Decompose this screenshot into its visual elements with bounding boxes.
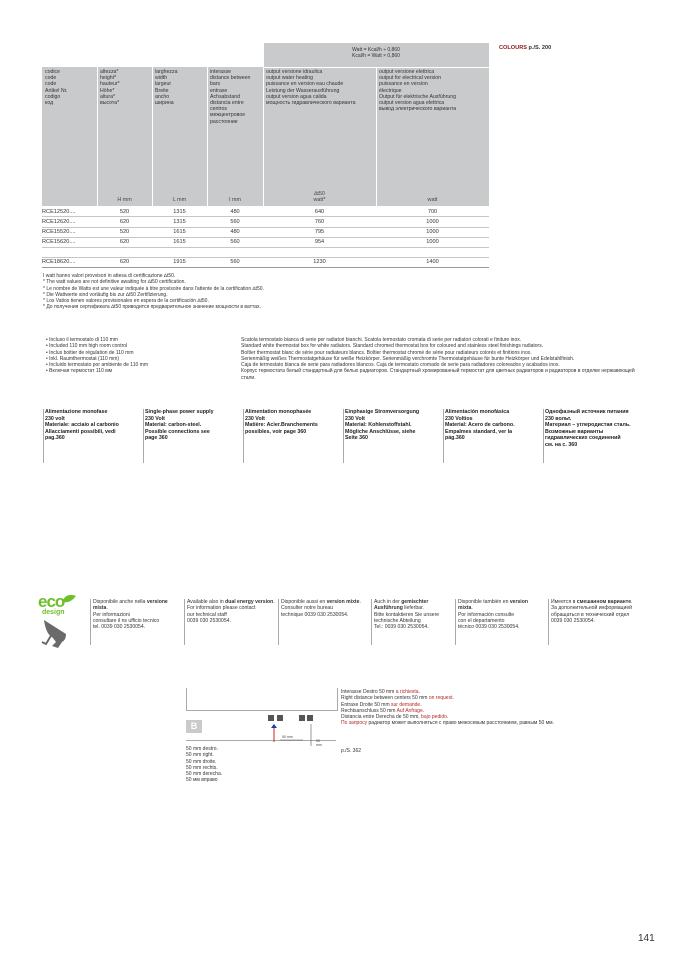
- cell-watt: 640: [314, 209, 325, 215]
- paragraph: Caja de termostato blanca de serie para radiadores blancos. Caja de termostato cromado de serie para radiadores coloreados y acabados inox.: [241, 362, 560, 369]
- list-item: • Included 110 mm high room control: [46, 343, 226, 349]
- label-line: 50 mm droite.: [186, 758, 217, 765]
- label-line: 50 мм вправо: [186, 777, 218, 784]
- eco-wordmark: eco: [38, 592, 65, 611]
- header-code: codice code code Artikel Nr. codigo код: [45, 69, 68, 107]
- cell-code: RCE15620....: [42, 239, 76, 245]
- option-b-labels: [186, 746, 276, 784]
- cell-height: 520: [119, 229, 130, 235]
- unit-centres: I mm: [229, 197, 241, 203]
- mixed-version-de: Auch in der gemischter Ausführung lieferbar. Bitte kontaktieren Sie unsere technische Abteilung Tel.: 0039 030 2530054.: [374, 599, 454, 630]
- paragraph: Serienmäßig weißes Thermostatgehäuse für weiße Heizkörper. Serienmäßig verchromte Thermostatgehäuse für bunte Heizkörper und Edelstahlfinish.: [241, 355, 575, 362]
- option-b-badge: B: [186, 720, 202, 733]
- header-height: altezza* height* hauteur* Höhe* altura* высота*: [100, 69, 120, 107]
- eco-design-logo: [36, 590, 88, 654]
- colours-reference: [499, 45, 551, 52]
- desc-line: По запросу радиатор может выполняться с право межосевым расстоянием, равным 50 мм.: [341, 720, 554, 727]
- cell-height: 620: [119, 259, 130, 265]
- cell-code: RCE12620....: [42, 219, 76, 225]
- cell-height: 520: [119, 209, 130, 215]
- cell-width: 1615: [173, 239, 186, 245]
- desc-line: Right distance between centers 50 mm on request.: [341, 695, 454, 702]
- cell-centres: 480: [230, 229, 240, 235]
- header-hydraulic: output versione idraulica output water heating puissance en version eau chaude Leistung der Wasserausführung output version agua calida мощность гидравлического варианта: [266, 69, 356, 107]
- paragraph: Standard white thermostat box for white radiators. Standard chromed thermostat box for coloured and stainless steel finishings radiators.: [241, 343, 544, 350]
- dim-55-label: 55 mm: [316, 739, 322, 747]
- unit-width: L mm: [172, 197, 187, 203]
- conversion-line: Kcal/h = Watt × 0,860: [352, 53, 400, 60]
- mixed-version-es: Disponible también en version mixta. Por información consulte con el departamento técnico 0039 030 2530054.: [458, 599, 544, 630]
- cell-code: RCE15520....: [42, 229, 76, 235]
- desc-line: Rechtsanschluss 50 mm Auf Anfrage.: [341, 707, 425, 714]
- mixed-version-it: Disponibile anche nella versione mista. Per informazioni consultare il ns ufficio tecnico tel. 0039 030 2530054.: [93, 599, 181, 630]
- cell-width: 1315: [173, 219, 186, 225]
- option-b-page-ref: p./S. 362: [341, 748, 362, 754]
- power-supply-fr: Alimentation monophasée 230 Volt Matière: Acier.Branchements possibles, voir page 360: [245, 409, 337, 435]
- label-line: 50 mm right.: [186, 752, 214, 759]
- conversion-line: Watt = Kcal/h ÷ 0,860: [352, 47, 400, 53]
- paragraph: Корпус термостата белый стандартный для белых радиаторов. Стандартный хромированный термостат для цветных радиаторов и радиаторов в отделке нержавеющей стали.: [241, 368, 635, 381]
- colours-page: p./S. 200: [528, 45, 552, 51]
- room-thermostat-list: [46, 337, 226, 375]
- cell-electric: 1000: [426, 219, 439, 225]
- power-supply-ru: Однофазный источник питания 230 вольт. Материал – углеродистая сталь. Возможные варианты гидравлических соединений см. на с. 360: [545, 409, 640, 448]
- mixed-version-en: Available also in dual energy version. For information please contact our technical staff 0039 030 2530054.: [187, 599, 275, 624]
- cell-width: 1915: [173, 259, 186, 265]
- mixed-version-fr: Disponible aussi en version mixte. Consulter notre bureau technique 0039 030 2530054.: [281, 599, 367, 618]
- colours-label: COLOURS: [499, 45, 527, 51]
- desc-line: Distancia entre Derecha de 50 mm, bajo pedido.: [341, 714, 449, 721]
- power-supply-en: Single-phase power supply 230 Volt Material: carbon-steel. Possible connections see page 360: [145, 409, 237, 442]
- unit-electric: watt: [427, 197, 438, 203]
- cell-watt: 954: [314, 239, 325, 245]
- note: * До получения сертификата ∆t50 приводится предварительное значение мощности в ваттах.: [43, 304, 261, 311]
- thermostat-box-text: [241, 337, 641, 381]
- power-supply-es: Alimentación monofásica 230 Voltios Material: Acero de carbono. Empalmes standard, ver la pág.360: [445, 409, 537, 442]
- cell-width: 1615: [173, 229, 186, 235]
- cell-centres: 560: [230, 219, 240, 225]
- list-item: • Incluido termostato por ambiente de 110 mm: [46, 362, 226, 368]
- cell-watt: 760: [314, 219, 325, 225]
- header-electric: output versione elettrica output for electrical version puissance en version électrique Output für elektrische Ausführung output version agua elettrica вывод электрического варианта: [379, 69, 457, 113]
- cell-code: RCE18620....: [42, 259, 76, 265]
- list-item: • Inkl. Raumthermostat (110 mm): [46, 356, 226, 362]
- cell-centres: 560: [230, 259, 240, 265]
- dim-50-label: 50 mm: [282, 735, 293, 739]
- unit-dt: ∆t50: [314, 191, 325, 197]
- cell-electric: 1000: [426, 229, 439, 235]
- desc-line: Entraxe Droite 50 mm sur demande.: [341, 701, 422, 708]
- cell-centres: 480: [230, 209, 240, 215]
- list-item: • Inclus boitier de régulation de 110 mm: [46, 350, 226, 356]
- cell-electric: 1400: [426, 259, 439, 265]
- cell-code: RCE12520....: [42, 209, 76, 215]
- cell-height: 620: [119, 239, 130, 245]
- cell-electric: 700: [427, 209, 438, 215]
- note: * Le nombre de Watts est une valeur indiquée à titre provisoire dans l'attente de la certification ∆t50.: [43, 285, 264, 292]
- label-line: 50 mm destro.: [186, 746, 218, 752]
- cell-width: 1315: [173, 209, 186, 215]
- note: * The watt values are not definitive awaiting for ∆t50 certification.: [43, 279, 186, 286]
- paragraph: Boîtier thermostat blanc de série pour radiateurs blancs. Boîtier thermostat chromé de série pour radiateurs colorés et finitions inox.: [241, 349, 532, 356]
- cell-height: 620: [119, 219, 130, 225]
- label-line: 50 mm rechts.: [186, 764, 218, 771]
- design-wordmark: design: [42, 609, 65, 616]
- header-centres: interasse distance between bars entraxe Achsabstand distancia entre centros межцентровое расстояние: [210, 69, 251, 125]
- header-width: larghezza width largeur Breite ancho ширина: [155, 69, 178, 107]
- radiator-drawing: [186, 688, 338, 711]
- power-supply-it: Alimentazione monofase 230 volt Materiale: acciaio al carbonio Allacciamenti possibili, vedi pag.360: [45, 409, 137, 442]
- label-line: 50 mm derecha.: [186, 771, 223, 778]
- power-supply-de: Einphasige Stromversorgung 230 Volt Material: Kohlenstoffstahl. Mögliche Anschlüsse, siehe Seite 360: [345, 409, 437, 442]
- mixed-version-ru: Имеется в смешанном варианте. За дополнительной информацией обращаться в технический отдел 0039 030 2530054.: [551, 599, 643, 624]
- note: I watt hanno valori provvisori in attesa di certificazione ∆t50.: [43, 273, 176, 279]
- cell-watt: 795: [314, 229, 325, 235]
- conversion-note: [263, 47, 489, 60]
- unit-hydraulic: watt*: [313, 197, 326, 203]
- list-item: • Включая термостат 110 мм: [46, 368, 226, 374]
- list-item: • Incluso il termostato di 110 mm: [46, 337, 226, 343]
- option-b-description: [341, 689, 641, 727]
- unit-height: H mm: [117, 197, 132, 203]
- cell-watt: 1230: [313, 259, 326, 265]
- note: * Die Wattwerte sind vorläufig bis zur ∆t50 Zertifizierung.: [43, 291, 168, 298]
- note: * Los Vatios tienen valores provisionales en espera de la certificación ∆t50.: [43, 298, 209, 305]
- certification-notes: [43, 273, 463, 311]
- cell-electric: 1000: [426, 239, 439, 245]
- page-number: 141: [638, 933, 655, 944]
- desc-line: Interasse Destro 50 mm a richiesta.: [341, 689, 420, 695]
- paragraph: Scatola termostato bianca di serie per radiatori bianchi. Scatola termostato cromata di serie per radiatori colorati e finiture inox.: [241, 337, 522, 343]
- cell-centres: 560: [230, 239, 240, 245]
